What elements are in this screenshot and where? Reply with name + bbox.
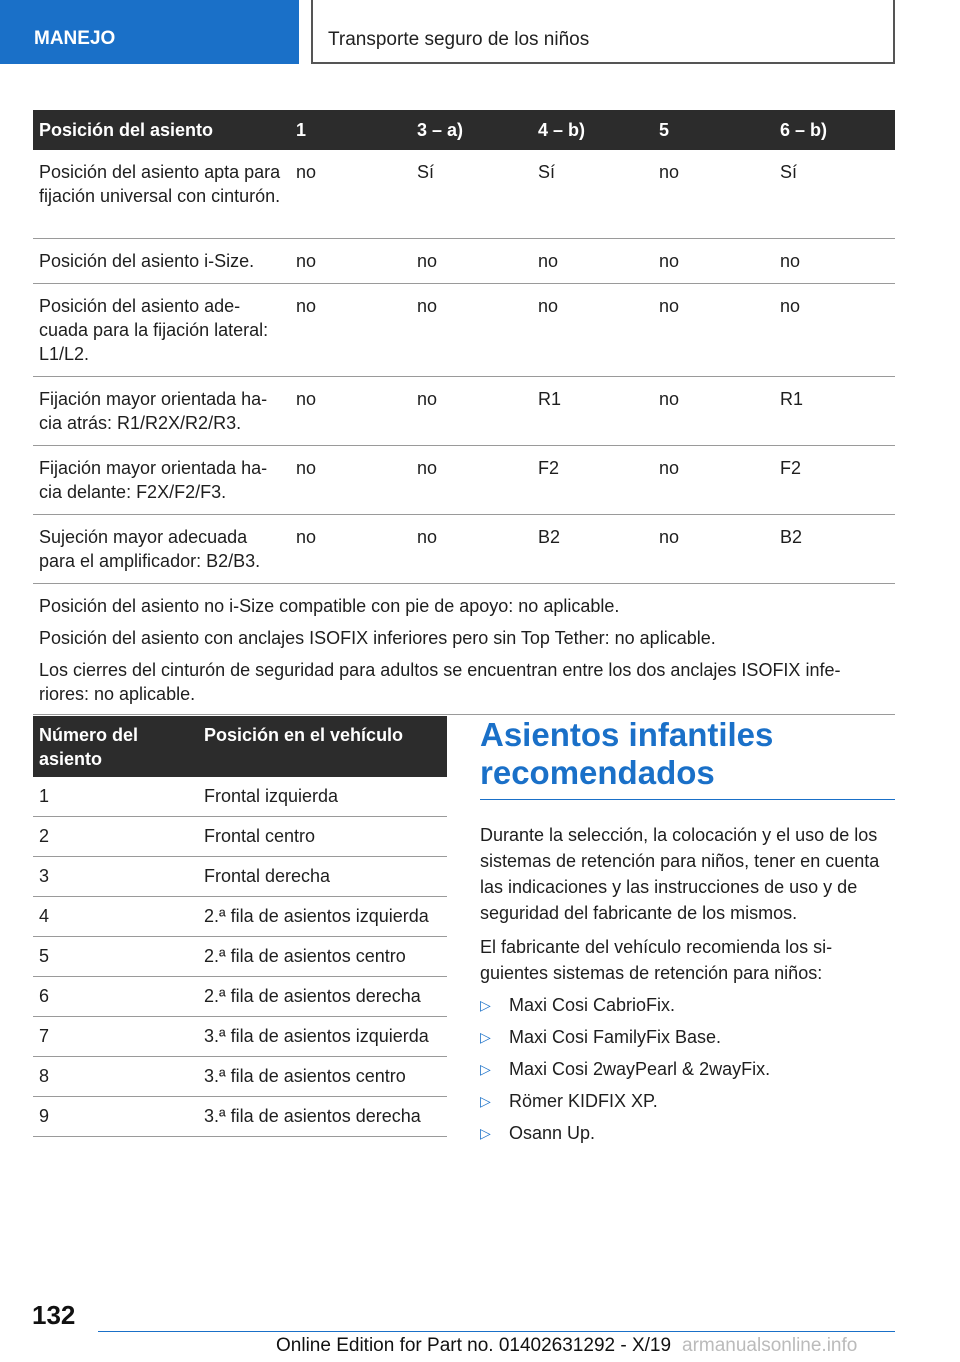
table-row: [33, 817, 447, 857]
table-cell: 2.ª fila de asientos izquierda: [198, 897, 447, 937]
table-cell: no: [290, 515, 411, 584]
table-cell: R1: [774, 377, 895, 446]
table-cell: no: [290, 446, 411, 515]
table-note: Los cierres del cinturón de seguridad para adultos se encuentran entre los dos anclajes ISOFIX infe-riores: no aplicable.: [39, 660, 841, 704]
list-item-label: Osann Up.: [509, 1123, 596, 1143]
table-cell: Frontal derecha: [198, 857, 447, 897]
table-cell: no: [290, 239, 411, 284]
table-cell: no: [411, 377, 532, 446]
table-cell: 9: [33, 1097, 198, 1137]
table-notes-row: [33, 584, 895, 715]
seat-compatibility-table: [33, 110, 895, 715]
table-row: [33, 1017, 447, 1057]
triangle-right-outline-icon: ▷: [480, 1125, 491, 1141]
section-tab: MANEJO: [0, 0, 299, 64]
table-cell: Sujeción mayor adecuada para el amplificador: B2/B3.: [33, 515, 290, 584]
table-cell: 2: [33, 817, 198, 857]
triangle-right-outline-icon: ▷: [480, 1061, 491, 1077]
triangle-right-outline-icon: ▷: [480, 1029, 491, 1045]
topic-header: Transporte seguro de los niños: [311, 0, 895, 64]
table-row: [33, 977, 447, 1017]
table-cell: Frontal izquierda: [198, 777, 447, 817]
table-header-row: [33, 716, 447, 777]
table-cell: no: [411, 239, 532, 284]
list-item: [480, 992, 895, 1018]
table-cell: no: [653, 150, 774, 239]
table-cell: Posición del asiento ade-cuada para la fijación lateral: L1/L2.: [33, 284, 290, 377]
table-row: [33, 446, 895, 515]
list-item: [480, 1120, 895, 1146]
triangle-right-outline-icon: ▷: [480, 997, 491, 1013]
list-item: [480, 1056, 895, 1082]
column-header: 4 – b): [532, 110, 653, 150]
table-cell: 4: [33, 897, 198, 937]
watermark-text: armanualsonline.info: [682, 1335, 858, 1356]
table-cell: F2: [532, 446, 653, 515]
list-item-label: Maxi Cosi 2wayPearl & 2wayFix.: [509, 1059, 771, 1079]
recommendation-paragraph: El fabricante del vehículo recomienda los si-guientes sistemas de retención para niños:: [480, 937, 833, 983]
table-cell: 2.ª fila de asientos derecha: [198, 977, 447, 1017]
table-cell: 8: [33, 1057, 198, 1097]
table-cell: no: [411, 284, 532, 377]
table-cell: no: [532, 239, 653, 284]
column-header: 1: [290, 110, 411, 150]
table-row: [33, 239, 895, 284]
table-cell: no: [653, 284, 774, 377]
column-header: 5: [653, 110, 774, 150]
table-cell: no: [653, 515, 774, 584]
table-cell: 1: [33, 777, 198, 817]
footer-rule: [98, 1331, 895, 1332]
table-cell: 5: [33, 937, 198, 977]
table-cell: B2: [532, 515, 653, 584]
list-item-label: Maxi Cosi CabrioFix.: [509, 995, 676, 1015]
list-item: [480, 1088, 895, 1114]
list-item-label: Römer KIDFIX XP.: [509, 1091, 658, 1111]
table-cell: no: [774, 239, 895, 284]
table-cell: no: [290, 284, 411, 377]
column-header: Número del asiento: [33, 716, 198, 777]
table-cell: Sí: [532, 150, 653, 239]
table-notes: [33, 584, 895, 715]
intro-paragraph: Durante la selección, la colocación y el uso de los sistemas de retención para niños, tener en cuenta las indicaciones y las instrucciones de uso y de seguridad del fabricante de los mismos.: [480, 825, 880, 923]
table-cell: Fijación mayor orientada ha-cia delante: F2X/F2/F3.: [33, 446, 290, 515]
table-row: [33, 377, 895, 446]
table-cell: no: [411, 515, 532, 584]
table-cell: 3.ª fila de asientos izquierda: [198, 1017, 447, 1057]
table-cell: Posición del asiento i-Size.: [33, 239, 290, 284]
table-cell: no: [653, 446, 774, 515]
recommended-list: [480, 992, 895, 1146]
table-row: [33, 897, 447, 937]
table-row: [33, 284, 895, 377]
table-cell: 2.ª fila de asientos centro: [198, 937, 447, 977]
table-cell: 3.ª fila de asientos derecha: [198, 1097, 447, 1137]
table-cell: no: [290, 150, 411, 239]
table-cell: Posición del asiento apta para fijación universal con cinturón.: [33, 150, 290, 239]
table-row: [33, 1097, 447, 1137]
section-heading: Asientos infantiles recomendados: [480, 716, 895, 800]
column-header: 6 – b): [774, 110, 895, 150]
table-cell: no: [774, 284, 895, 377]
table-row: [33, 1057, 447, 1097]
table-row: [33, 515, 895, 584]
table-note: Posición del asiento no i-Size compatible con pie de apoyo: no aplicable.: [39, 596, 620, 616]
table-cell: Sí: [774, 150, 895, 239]
seat-position-table: [33, 716, 447, 1137]
table-cell: 3: [33, 857, 198, 897]
table-cell: R1: [532, 377, 653, 446]
triangle-right-outline-icon: ▷: [480, 1093, 491, 1109]
table-note: Posición del asiento con anclajes ISOFIX inferiores pero sin Top Tether: no aplicable.: [39, 628, 716, 648]
table-cell: F2: [774, 446, 895, 515]
table-row: [33, 857, 447, 897]
table-row: [33, 937, 447, 977]
table-cell: no: [653, 239, 774, 284]
edition-text: Online Edition for Part no. 01402631292 - X/19: [276, 1335, 672, 1356]
table-cell: 7: [33, 1017, 198, 1057]
recommended-section: [480, 716, 895, 1152]
table-row: [33, 777, 447, 817]
page-number: 132: [32, 1300, 76, 1330]
table-cell: no: [411, 446, 532, 515]
table-cell: no: [290, 377, 411, 446]
table-cell: B2: [774, 515, 895, 584]
table-cell: Frontal centro: [198, 817, 447, 857]
table-header-row: [33, 110, 895, 150]
table-cell: 3.ª fila de asientos centro: [198, 1057, 447, 1097]
column-header: Posición del asiento: [33, 110, 290, 150]
table-cell: Sí: [411, 150, 532, 239]
table-cell: Fijación mayor orientada ha-cia atrás: R1/R2X/R2/R3.: [33, 377, 290, 446]
table-cell: no: [532, 284, 653, 377]
table-row: [33, 150, 895, 239]
table-cell: no: [653, 377, 774, 446]
column-header: 3 – a): [411, 110, 532, 150]
list-item: [480, 1024, 895, 1050]
list-item-label: Maxi Cosi FamilyFix Base.: [509, 1027, 722, 1047]
column-header: Posición en el vehículo: [198, 716, 447, 777]
table-cell: 6: [33, 977, 198, 1017]
